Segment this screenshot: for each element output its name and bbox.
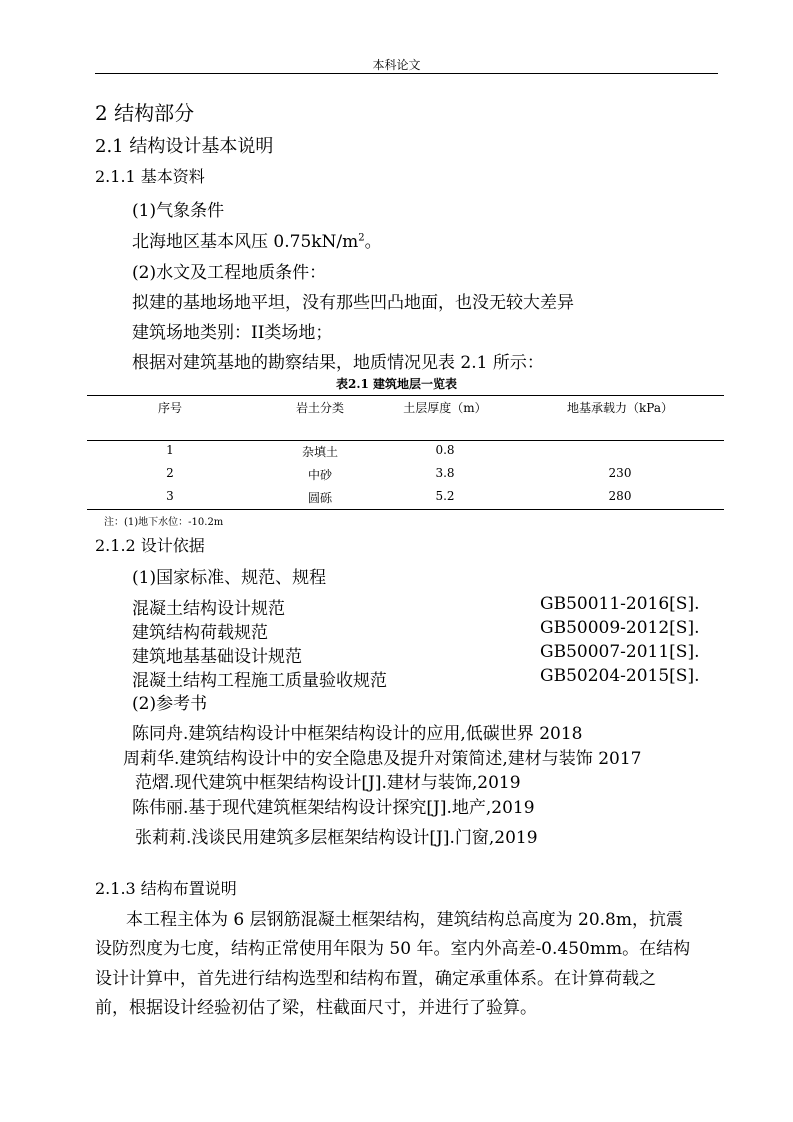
standard-code: GB50011-2016[S]. (540, 594, 700, 614)
table-cell: 5.2 (435, 489, 455, 503)
table-cell: 圆砾 (307, 491, 332, 505)
table-header-cell: 土层厚度（m） (403, 401, 487, 415)
table-cell: 3 (166, 489, 174, 503)
standard-code: GB50009-2012[S]. (540, 618, 700, 638)
paragraph-line: 本工程主体为 6 层钢筋混凝土框架结构，建筑结构总高度为 20.8m，抗震 (126, 910, 683, 930)
standard-code: GB50007-2011[S]. (540, 642, 700, 662)
table-cell: 1 (166, 443, 174, 457)
standard-name: 建筑地基基础设计规范 (132, 647, 302, 667)
reference-item: 周莉华.建筑结构设计中的安全隐患及提升对策简述,建材与装饰 2017 (123, 749, 642, 769)
subsubsection-design-basis: 2.1.2 设计依据 (95, 536, 205, 555)
reference-item: 陈同舟.建筑结构设计中框架结构设计的应用,低碳世界 2018 (132, 724, 583, 744)
paragraph-line: 设防烈度为七度，结构正常使用年限为 50 年。室内外高差-0.450mm。在结构 (95, 939, 691, 959)
table-caption: 表2.1 建筑地层一览表 (335, 377, 458, 391)
reference-item: 张莉莉.浅谈民用建筑多层框架结构设计[J].门窗,2019 (135, 828, 538, 848)
standard-name: 混凝土结构工程施工质量验收规范 (132, 671, 387, 691)
reference-item: 陈伟丽.基于现代建筑框架结构设计探究[J].地产,2019 (132, 798, 535, 818)
survey-text: 根据对建筑基地的勘察结果，地质情况见表 2.1 所示： (132, 353, 544, 373)
reference-item: 范熠.现代建筑中框架结构设计[J].建材与装饰,2019 (135, 773, 521, 793)
standard-code: GB50204-2015[S]. (540, 666, 700, 686)
table-cell: 0.8 (435, 443, 455, 457)
climate-label: (1)气象条件 (132, 201, 225, 221)
table-cell: 杂填土 (301, 445, 338, 459)
climate-text: 北海地区基本风压 $0.75kN/m^2$。 (132, 232, 382, 252)
subsubsection-basic-data: 2.1.1 基本资料 (95, 167, 205, 186)
subsection-title: 2.1 结构设计基本说明 (95, 136, 274, 157)
table-cell: 3.8 (435, 466, 455, 480)
hydro-text: 拟建的基地场地平坦，没有那些凹凸地面，也没无较大差异 (132, 293, 574, 313)
section-title: 2 结构部分 (95, 101, 195, 125)
table-note: 注：(1)地下水位：-10.2m (104, 517, 224, 528)
running-header: 本科论文 (372, 58, 421, 72)
references-label: (2)参考书 (132, 694, 208, 714)
table-header-rule (87, 440, 724, 441)
table-cell: 中砂 (307, 468, 332, 482)
header-rule (95, 73, 718, 74)
table-cell: 230 (608, 466, 632, 480)
subsubsection-structural-layout: 2.1.3 结构布置说明 (95, 879, 237, 898)
standard-name: 建筑结构荷载规范 (132, 623, 268, 643)
paragraph-line: 设计计算中，首先进行结构选型和结构布置，确定承重体系。在计算荷载之 (95, 969, 656, 989)
table-header-cell: 岩土分类 (295, 401, 344, 415)
table-cell: 2 (166, 466, 174, 480)
table-bottom-rule (87, 509, 724, 510)
hydro-label: (2)水文及工程地质条件： (132, 263, 327, 283)
table-header-cell: 序号 (157, 401, 182, 415)
paragraph-line: 前，根据设计经验初估了梁，柱截面尺寸，并进行了验算。 (95, 998, 537, 1018)
table-header-cell: 地基承载力（kPa） (567, 401, 673, 415)
standard-name: 混凝土结构设计规范 (132, 599, 285, 619)
table-top-rule (87, 395, 724, 396)
standards-label: (1)国家标准、规范、规程 (132, 568, 327, 588)
site-class-text: 建筑场地类别：II类场地； (132, 323, 333, 343)
table-cell: 280 (608, 489, 632, 503)
